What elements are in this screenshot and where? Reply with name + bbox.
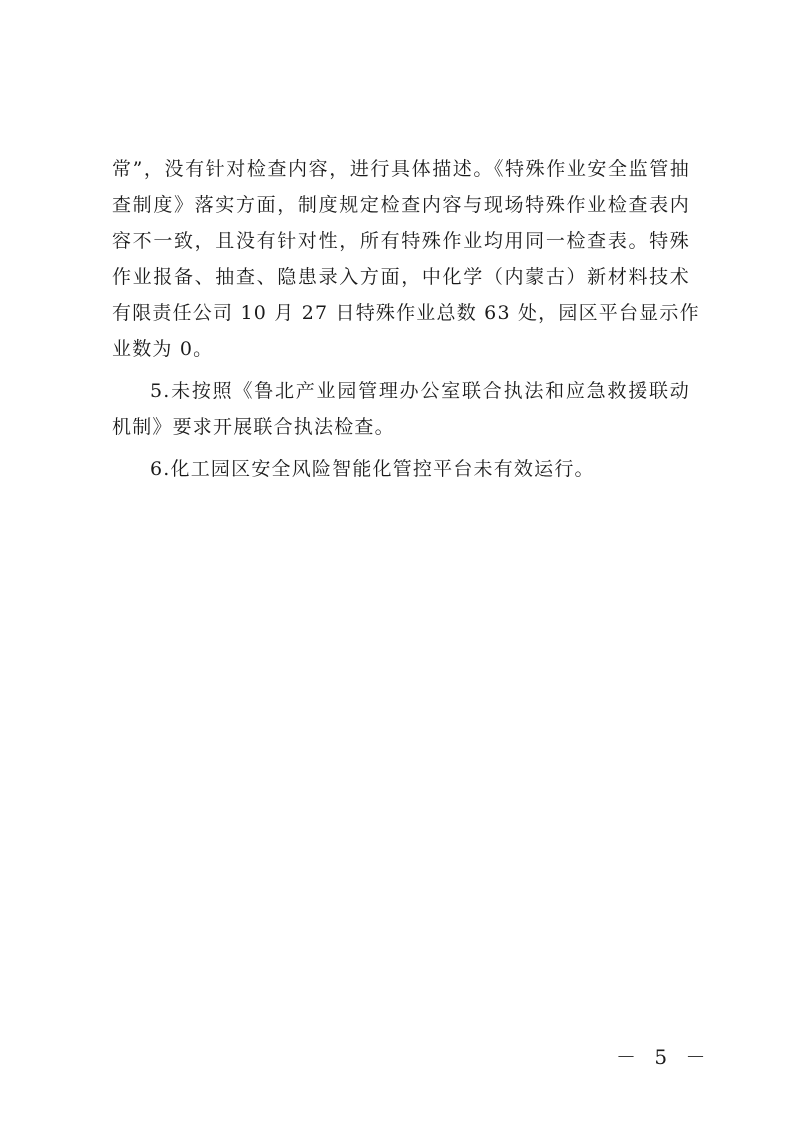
document-body [112,151,700,487]
text-line: 作业报备、抽查、隐患录入方面，中化学（内蒙古）新材料技术 [112,266,690,288]
text-line: 常”，没有针对检查内容，进行具体描述。《特殊作业安全监管抽 [112,158,690,180]
text-line: 机制》要求开展联合执法检查。 [112,416,395,438]
text-line: 业数为 0。 [112,338,214,360]
paragraph-continuation [112,151,700,367]
text-line: 查制度》落实方面，制度规定检查内容与现场特殊作业检查表内 [112,194,690,216]
paragraph-item-6 [112,451,690,487]
paragraph-item-5 [112,373,690,445]
page-number: － 5 － [616,1045,712,1069]
text-line: 容不一致，且没有针对性，所有特殊作业均用同一检查表。特殊 [112,230,690,252]
text-line: 6.化工园区安全风险智能化管控平台未有效运行。 [150,458,595,480]
text-line: 有限责任公司 10 月 27 日特殊作业总数 63 处，园区平台显示作 [112,302,700,324]
text-line: 5.未按照《鲁北产业园管理办公室联合执法和应急救援联动 [150,380,690,402]
